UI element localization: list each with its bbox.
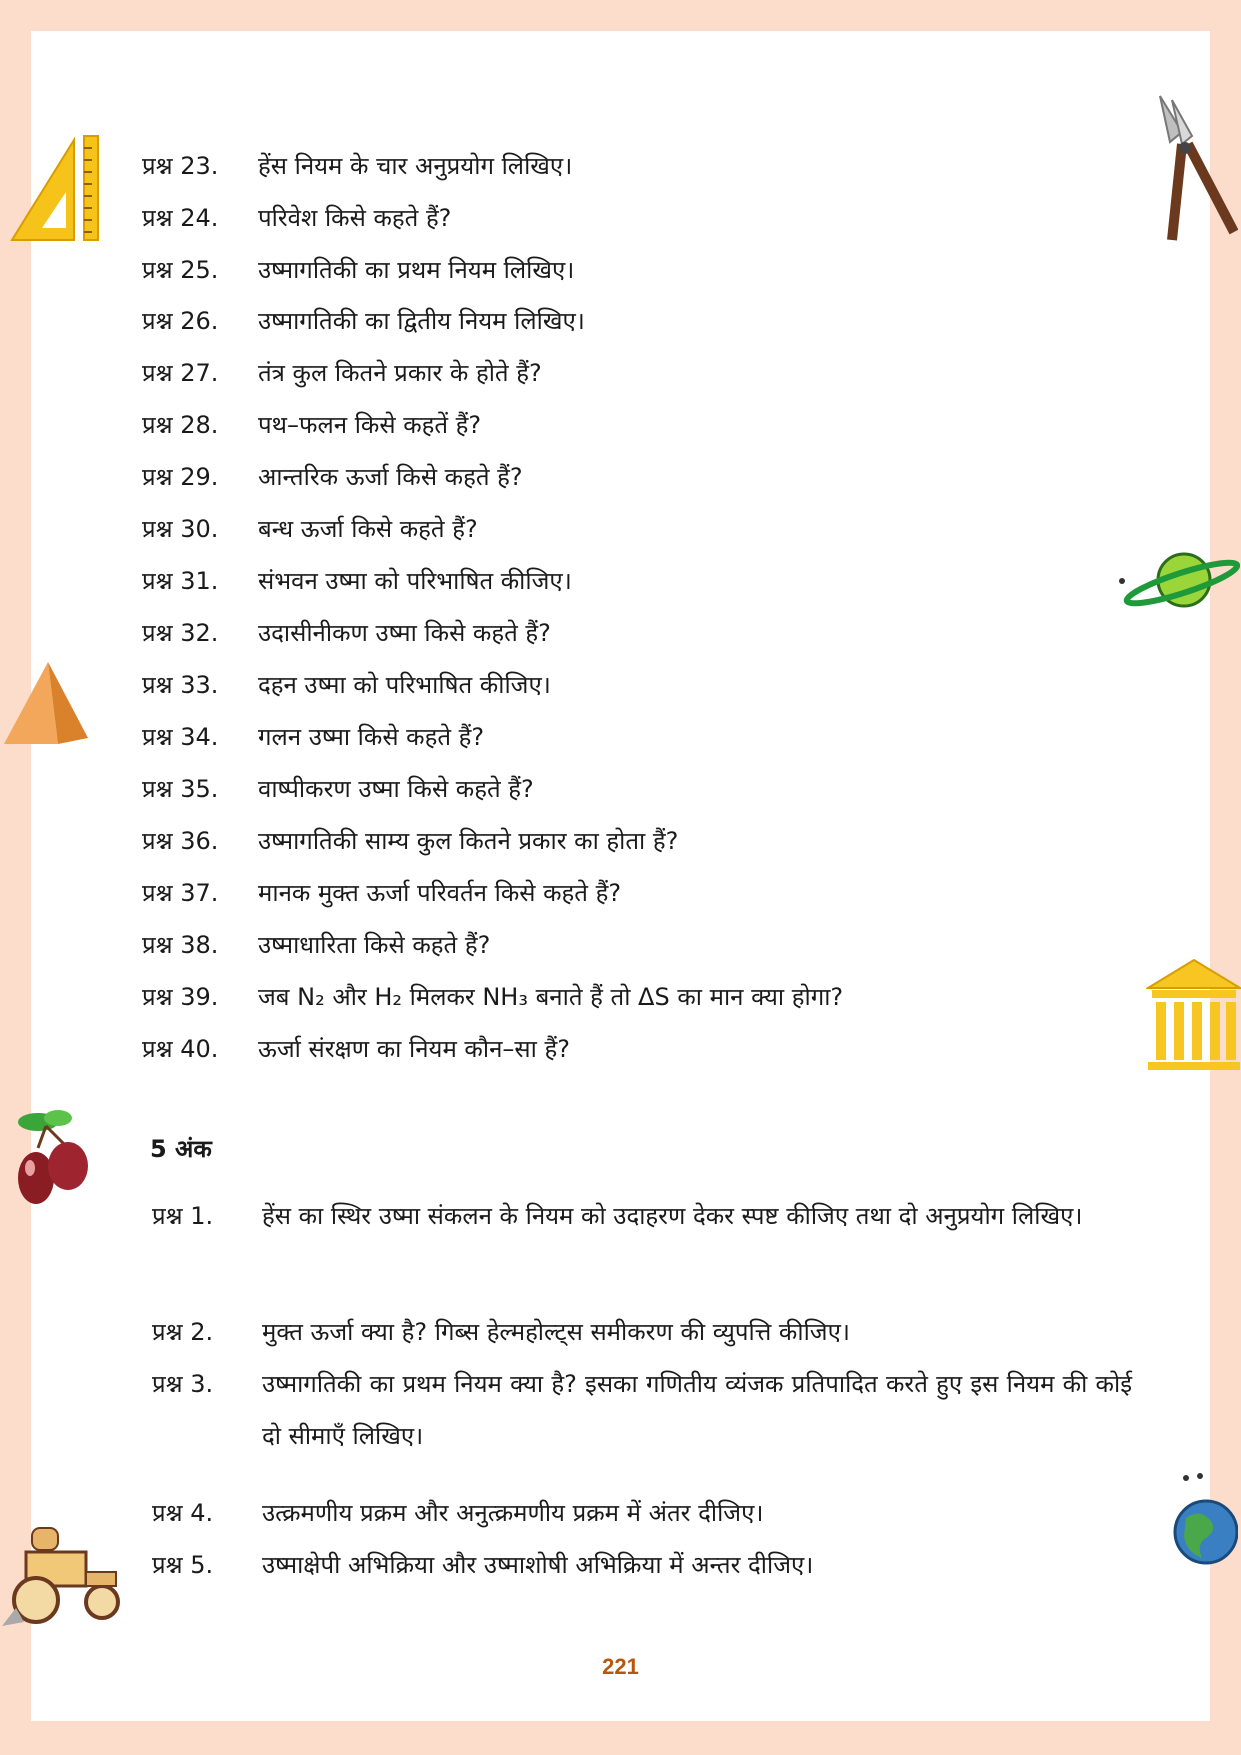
question-number: प्रश्न 1. [152,1202,214,1230]
question-number: प्रश्न 30. [142,515,219,543]
question-number: प्रश्न 28. [142,411,219,439]
cartoon-tractor-icon [2,1522,126,1630]
question-number: प्रश्न 29. [142,463,219,491]
question-number: प्रश्न 3. [152,1370,214,1398]
question-text: दहन उष्मा को परिभाषित कीजिए। [258,671,551,699]
question-number: प्रश्न 36. [142,827,219,855]
question-number: प्रश्न 23. [142,152,219,180]
question-number: प्रश्न 26. [142,307,219,335]
question-number: प्रश्न 37. [142,879,219,907]
question-number: प्रश्न 38. [142,931,219,959]
question-text: परिवेश किसे कहते हैं? [258,204,452,232]
question-text: वाष्पीकरण उष्मा किसे कहते हैं? [258,775,534,803]
question-number: प्रश्न 25. [142,256,219,284]
question-text: मानक मुक्त ऊर्जा परिवर्तन किसे कहते हैं? [258,879,622,907]
question-number: प्रश्न 27. [142,359,219,387]
question-number: प्रश्न 32. [142,619,219,647]
question-number: प्रश्न 34. [142,723,219,751]
question-text: हेंस का स्थिर उष्मा संकलन के नियम को उदाहरण देकर स्पष्ट कीजिए तथा दो अनुप्रयोग लिखिए। [262,1202,1083,1230]
question-text: पथ–फलन किसे कहतें हैं? [258,411,482,439]
pruning-shears-icon [1152,92,1238,244]
question-text: हेंस नियम के चार अनुप्रयोग लिखिए। [258,152,573,180]
cherries-icon [8,1108,92,1210]
globe-icon [1172,1470,1238,1570]
question-text: उत्क्रमणीय प्रक्रम और अनुत्क्रमणीय प्रक्रम में अंतर दीजिए। [262,1499,764,1527]
question-text: उदासीनीकण उष्मा किसे कहते हैं? [258,619,551,647]
question-text: उष्मागतिकी का द्वितीय नियम लिखिए। [258,307,585,335]
question-text: उष्मागतिकी साम्य कुल कितने प्रकार का होता हैं? [258,827,679,855]
question-number: प्रश्न 39. [142,983,219,1011]
question-text: उष्मागतिकी का प्रथम नियम क्या है? इसका गणितीय व्यंजक प्रतिपादित करते हुए इस नियम की कोई दो सीमाएँ लिखिए। [262,1370,1132,1450]
question-number: प्रश्न 4. [152,1499,214,1527]
pyramid-icon [2,660,90,746]
question-number: प्रश्न 35. [142,775,219,803]
planet-saturn-icon [1118,545,1240,615]
question-number: प्रश्न 40. [142,1035,219,1063]
question-text: ऊर्जा संरक्षण का नियम कौन–सा हैं? [258,1035,570,1063]
question-number: प्रश्न 5. [152,1551,214,1579]
question-text: बन्ध ऊर्जा किसे कहते हैं? [258,515,478,543]
question-number: प्रश्न 33. [142,671,219,699]
question-text: संभवन उष्मा को परिभाषित कीजिए। [258,567,572,595]
question-text: जब N₂ और H₂ मिलकर NH₃ बनाते हैं तो ΔS का मान क्या होगा? [258,983,844,1011]
page-number: 221 [602,1654,639,1679]
question-number: प्रश्न 24. [142,204,219,232]
question-text: तंत्र कुल कितने प्रकार के होते हैं? [258,359,542,387]
question-text: उष्माधारिता किसे कहते हैं? [258,931,491,959]
question-text: उष्मागतिकी का प्रथम नियम लिखिए। [258,256,575,284]
question-number: प्रश्न 2. [152,1318,214,1346]
greek-temple-icon [1146,958,1241,1072]
question-text: आन्तरिक ऊर्जा किसे कहते हैं? [258,463,523,491]
question-text: गलन उष्मा किसे कहते हैं? [258,723,485,751]
question-number: प्रश्न 31. [142,567,219,595]
question-text: मुक्त ऊर्जा क्या है? गिब्स हेल्महोल्ट्स समीकरण की व्युपत्ति कीजिए। [262,1318,850,1346]
question-text: उष्माक्षेपी अभिक्रिया और उष्माशोषी अभिक्रिया में अन्तर दीजिए। [262,1551,814,1579]
set-square-ruler-icon [8,132,104,244]
section-title: 5 अंक [150,1135,212,1163]
